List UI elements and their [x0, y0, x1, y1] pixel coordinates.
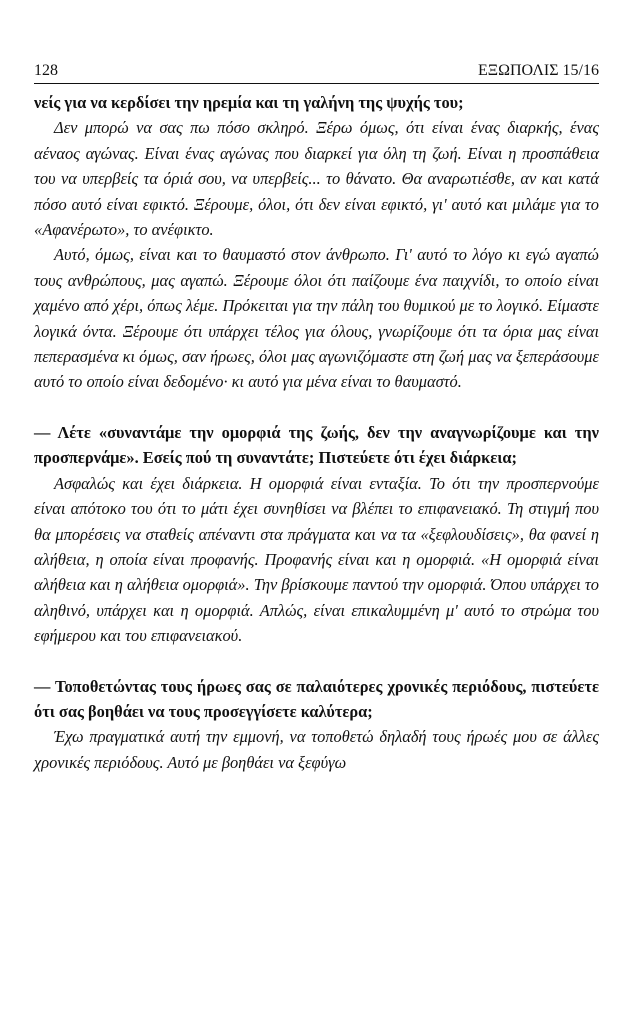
answer-paragraph: Ασφαλώς και έχει διάρκεια. Η ομορφιά είναι ενταξία. Το ότι την προσπερνούμε είναι απότοκο του ότι το μάτι έχει συνηθίσει να βλέπει το επιφανειακό. Τη στιγμή που θα μπορέσεις να σταθείς απέναντι στα πράγματα και να τα «ξεφλουδίσεις», θα φανεί η αλήθεια, η οποία είναι προφανής. Προφανής είναι και η ομορφιά. «Η ομορφιά είναι αλήθεια και η αλήθεια ομορφιά». Την βρίσκουμε παντού την ομορφιά. Όπου υπάρχει το αληθινό, υπάρχει και η ομορφιά. Απλώς, είναι επικαλυμμένη μ' αυτό το στρώμα του εφήμερου και του επιφανειακού.	[34, 473, 599, 646]
question-2	[34, 420, 599, 471]
page-number: 128	[34, 62, 58, 79]
journal-title: ΕΞΩΠΟΛΙΣ 15/16	[478, 62, 599, 79]
answer-1	[34, 115, 599, 394]
question-3	[34, 674, 599, 725]
answer-paragraph: Δεν μπορώ να σας πω πόσο σκληρό. Ξέρω όμως, ότι είναι ένας διαρκής, ένας αέναος αγώνας. Είναι ένας αγώνας που διαρκεί για όλη τη ζωή. Είναι η προσπάθεια του να υπερβείς τα όριά σου, να υπερβείς... το θάνατο. Θα αναρωτιέσθε, αν και κατά πόσο αυτό είναι εφικτό. Ξέρουμε, όλοι, ότι δεν είναι εφικτό, γι' αυτό και μιλάμε για το «Αφανέρωτο», το ανέφικτο.	[34, 118, 599, 240]
answer-paragraph: Αυτό, όμως, είναι και το θαυμαστό στον άνθρωπο. Γι' αυτό το λόγο κι εγώ αγαπώ τους ανθρώπους, μας αγαπώ. Ξέρουμε όλοι ότι παίζουμε ένα παιχνίδι, το οποίο είναι χαμένο από χέρι, όπως λέμε. Πρόκειται για την πάλη του θυμικού με το λογικό. Είμαστε λογικά όντα. Ξέρουμε ότι υπάρχει τέλος για όλους, γνωρίζουμε ότι τα όρια μας είναι πεπερασμένα κι όμως, σαν ήρωες, όλοι μας αγωνιζόμαστε στη ζωή μας να ξεπεράσουμε αυτό το οποίο είναι δεδομένο· κι αυτό για μένα είναι το θαυμαστό.	[34, 245, 599, 392]
question-text: — Λέτε «συναντάμε την ομορφιά της ζωής, δεν την αναγνωρίζουμε και την προσπερνάμε». Εσείς πού τη συναντάτε; Πιστεύετε ότι έχει διάρκεια;	[34, 422, 599, 468]
answer-paragraph: Έχω πραγματικά αυτή την εμμονή, να τοποθετώ δηλαδή τους ήρωές μου σε άλλες χρονικές περιόδους. Αυτό με βοηθάει να ξεφύγω	[34, 727, 599, 772]
question-text: — Τοποθετώντας τους ήρωες σας σε παλαιότερες χρονικές περιόδους, πιστεύετε ότι σας βοηθάει να τους προσεγγίσετε καλύτερα;	[34, 676, 599, 721]
answer-3	[34, 724, 599, 775]
question-continued	[34, 90, 599, 115]
question-text: νείς για να κερδίσει την ηρεμία και τη γαλήνη της ψυχής του;	[34, 93, 464, 112]
answer-2	[34, 471, 599, 649]
book-page	[34, 62, 599, 775]
running-head	[34, 62, 599, 84]
